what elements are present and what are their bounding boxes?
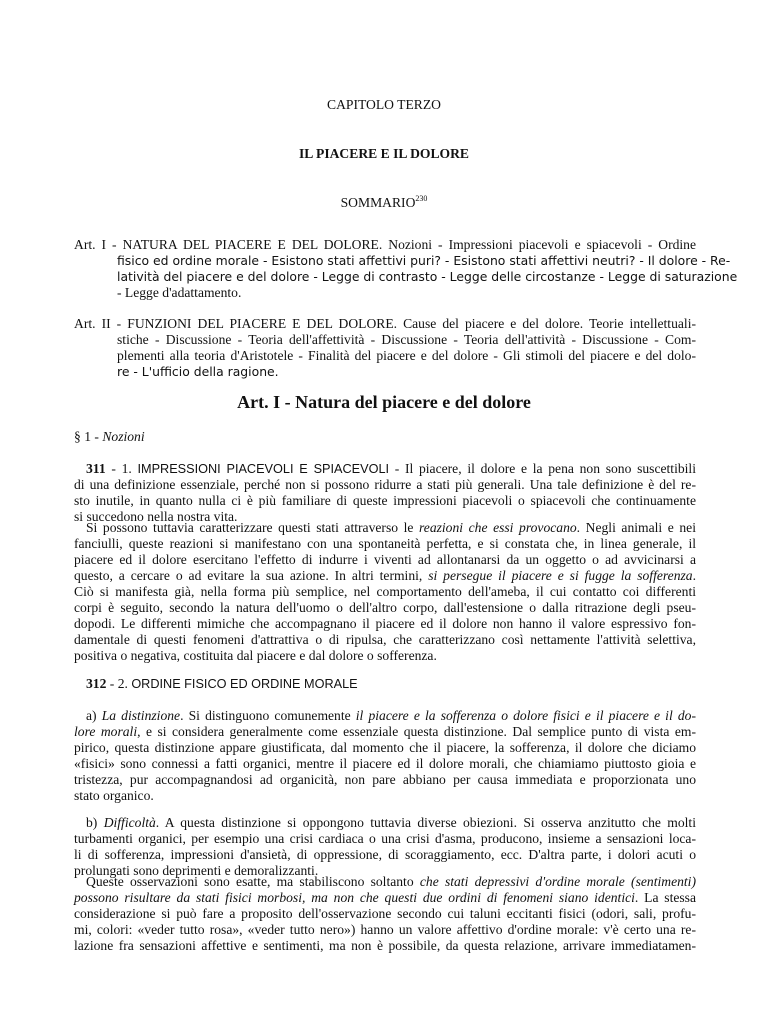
p312-c-line3: considerazione si può fare a proposito dell'osservazione secondo cui taluni eccitanti fisici (odori, sali, profu- xyxy=(74,906,696,921)
p312-c-line1: Queste osservazioni sono esatte, ma stabiliscono soltanto che stati depressivi d'ordine morale (sentimenti) xyxy=(86,874,696,889)
p312-a-line6: stato organico. xyxy=(74,788,154,803)
p311-p2-line7: dopodi. Le differenti mimiche che accompagnano il piacere ed il dolore non hanno il valore espressivo fon- xyxy=(74,616,696,631)
p312-c-line4: mi, colori: «veder tutto rosa», «veder tutto nero») hanno un valore affettivo d'ordine morale: v'è certo una re- xyxy=(74,922,696,937)
p312-b-line1: b) Difficoltà. A questa distinzione si oppongono tuttavia diverse obiezioni. Si osserva anzitutto che molti xyxy=(86,815,696,830)
p311-line3: sto inutile, in quanto nulla ci è più familiare di queste impressioni piacevoli o spiacevoli che continuamente xyxy=(74,493,696,508)
footnote-ref: 230 xyxy=(415,194,428,203)
p311-p2-line9: positiva o negativa, costituita dal piacere e dal dolore o sofferenza. xyxy=(74,648,437,663)
p311-p2-line3: piacere ed il dolore esercitano l'effetto di indurre i viventi ad allontanarsi da un oggetto o ad avvicinarsi a xyxy=(74,552,696,567)
chapter-title: IL PIACERE E IL DOLORE xyxy=(299,146,469,161)
p311-line4: si succedono nella nostra vita. xyxy=(74,509,238,524)
p312-c-line5: lazione fra sensazioni affettive e sentimenti, ma non è possibile, da questa relazione, arrivare immediatamen- xyxy=(74,938,696,953)
section-prefix: § 1 - xyxy=(74,429,103,444)
paragraph-heading: ORDINE FISICO ED ORDINE MORALE xyxy=(131,677,358,691)
summary-art2-line1: Art. II - FUNZIONI DEL PIACERE E DEL DOLORE. Cause del piacere e del dolore. Teorie intellettuali- xyxy=(74,316,696,331)
p311-p2-line6: corpi è seguito, secondo la natura dell'uomo o dell'altro corpo, dall'estensione o dalla ritrazione degli pseu- xyxy=(74,600,696,615)
paragraph-number: 312 xyxy=(86,676,107,691)
summary-label: SOMMARIO xyxy=(340,195,416,210)
paragraph-heading: IMPRESSIONI PIACEVOLI E SPIACEVOLI xyxy=(137,462,390,476)
p312-a-line2: lore morali, e si considera generalmente come essenziale questa distinzione. Dal semplice punto di vista em- xyxy=(74,724,697,739)
p311-p2-line2: fanciulli, queste reazioni si manifestano con una spontaneità perfetta, e si constata che, in linea generale, il xyxy=(74,536,696,551)
summary-art1-line3: latività del piacere e del dolore - Legge di contrasto - Legge delle circostanze - Legge di saturazione xyxy=(117,269,738,284)
p311-p2-line8: damentale di questi fenomeni d'attrattiva o di ripulsa, che caratterizzano così nettamente l'attività selettiva, xyxy=(74,632,696,647)
p312-b-line3: li di sofferenza, impressioni d'ansietà, di oppressione, di scoraggiamento, ecc. D'altra parte, i dolori acuti o xyxy=(74,847,696,862)
summary-art1-line1: Art. I - NATURA DEL PIACERE E DEL DOLORE. Nozioni - Impressioni piacevoli e spiacevoli - Ordine xyxy=(74,237,696,252)
p312-heading: 312 - 2. ORDINE FISICO ED ORDINE MORALE xyxy=(86,676,358,691)
p312-b-line4: prolungati sono deprimenti e demoralizzanti. xyxy=(74,863,319,878)
p312-a-line1: a) La distinzione. Si distinguono comunemente il piacere e la sofferenza o dolore fisici e il piacere e il do- xyxy=(86,708,696,723)
p311-line1: 311 - 1. IMPRESSIONI PIACEVOLI E SPIACEVOLI - Il piacere, il dolore e la pena non sono suscettibili xyxy=(86,461,696,476)
p311-line2: di una definizione essenziale, perché non si possono ridurre a stati più generali. Una tale definizione è del re- xyxy=(74,477,696,492)
p311-p2-line4: questo, a cercare o ad evitare la sua azione. In altri termini, si persegue il piacere e si fugge la sofferenza. xyxy=(74,568,696,583)
p311-p2-line1: Si possono tuttavia caratterizzare questi stati attraverso le reazioni che essi provocano. Negli animali e nei xyxy=(86,520,696,535)
summary-heading xyxy=(0,195,768,211)
summary-art2-line4: re - L'ufficio della ragione. xyxy=(117,364,279,379)
p312-c-line2: possono risultare da stati fisici morbosi, ma non che questi due ordini di fenomeni siano identici. La stessa xyxy=(74,890,697,905)
section-title: Nozioni xyxy=(102,429,145,444)
p312-a-line5: tristezza, pur accompagnandosi ad organicità, non pare abbiano per causa immediata e proporzionata uno xyxy=(74,772,696,787)
chapter-label: CAPITOLO TERZO xyxy=(327,97,441,112)
p312-b-line2: turbamenti organici, per esempio una crisi cardiaca o una crisi d'asma, producono, insieme a sensazioni loca- xyxy=(74,831,696,846)
p311-p2-line5: Ciò si manifesta già, nella forma più semplice, nel comportamento dell'ameba, il cui contatto coi differenti xyxy=(74,584,696,599)
article-heading: Art. I - Natura del piacere e del dolore xyxy=(237,392,531,412)
summary-art1-line2: fisico ed ordine morale - Esistono stati affettivi puri? - Esistono stati affettivi neutri? - Il dolore - Re- xyxy=(117,253,731,268)
summary-art1-line4: - Legge d'adattamento. xyxy=(117,285,242,300)
paragraph-number: 311 xyxy=(86,461,106,476)
summary-art2-line2: stiche - Discussione - Teoria dell'affettività - Discussione - Teoria dell'attività - Discussione - Com- xyxy=(117,332,696,347)
p312-a-line4: «fisici» sono connessi a fatti organici, mentre il piacere ed il dolore morali, che chiamiamo piuttosto gioia e xyxy=(74,756,696,771)
p312-a-line3: pirico, questa distinzione appare giustificata, dal momento che il piacere, la sofferenza, il dolore che diciamo xyxy=(74,740,696,755)
section-heading xyxy=(74,429,145,445)
summary-art2-line3: plementi alla teoria d'Aristotele - Finalità del piacere e del dolore - Gli stimoli del piacere e del dolo- xyxy=(117,348,696,363)
